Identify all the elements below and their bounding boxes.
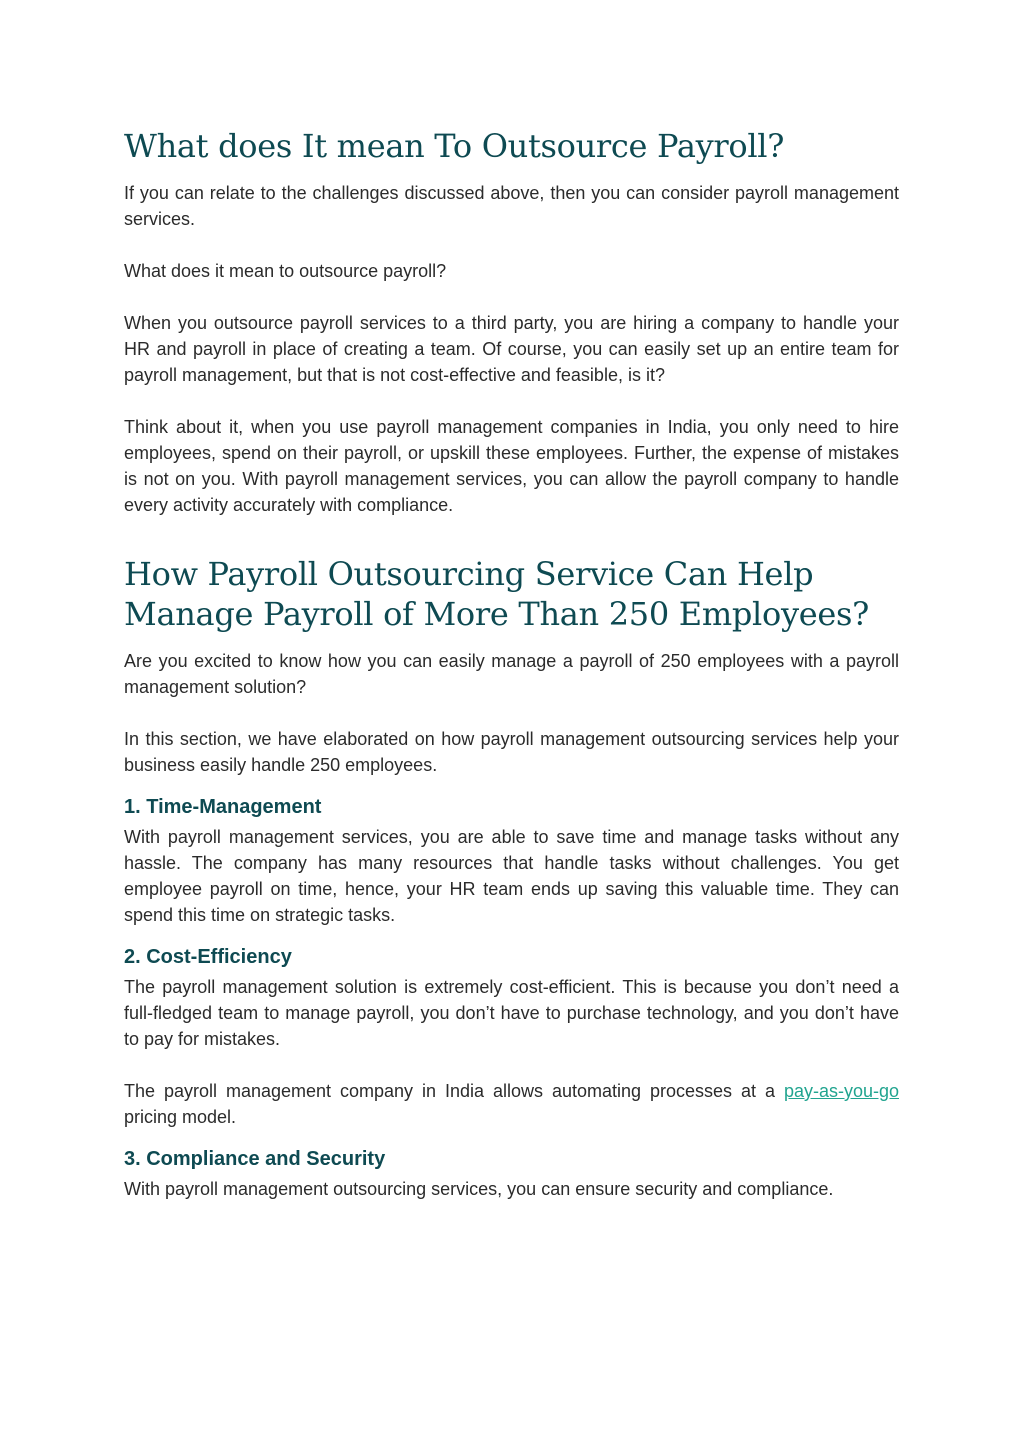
- paragraph-gap: [124, 388, 899, 414]
- paragraph-with-link: [124, 1078, 899, 1130]
- paragraph: In this section, we have elaborated on how payroll management outsourcing services help your business easily handle 250 employees.: [124, 729, 899, 775]
- paragraph-gap: [124, 284, 899, 310]
- paragraph-text: pricing model.: [124, 1107, 237, 1127]
- paragraph: With payroll management outsourcing services, you can ensure security and compliance.: [124, 1179, 834, 1199]
- paragraph-gap: [124, 700, 899, 726]
- subheading-compliance-security: 3. Compliance and Security: [124, 1148, 386, 1170]
- subheading-time-management: 1. Time-Management: [124, 796, 322, 818]
- paragraph: If you can relate to the challenges discussed above, then you can consider payroll management services.: [124, 183, 899, 229]
- document-page: [124, 118, 899, 1202]
- paragraph: Think about it, when you use payroll management companies in India, you only need to hire employees, spend on their payroll, or upskill these employees. Further, the expense of mistakes is not on you. With payroll management services, you can allow the payroll company to handle every activity accurately with compliance.: [124, 417, 899, 515]
- subheading-cost-efficiency: 2. Cost-Efficiency: [124, 946, 292, 968]
- paragraph: When you outsource payroll services to a third party, you are hiring a company to handle your HR and payroll in place of creating a team. Of course, you can easily set up an entire team for payroll management, but that is not cost-effective and feasible, is it?: [124, 313, 899, 385]
- paragraph: With payroll management services, you are able to save time and manage tasks without any hassle. The company has many resources that handle tasks without challenges. You get employee payroll on time, hence, your HR team ends up saving this valuable time. They can spend this time on strategic tasks.: [124, 827, 899, 925]
- paragraph-gap: [124, 232, 899, 258]
- paragraph-text: The payroll management company in India allows automating processes at a: [124, 1081, 784, 1101]
- pay-as-you-go-link[interactable]: pay-as-you-go: [783, 1081, 899, 1101]
- section-heading-250-employees: How Payroll Outsourcing Service Can Help Manage Payroll of More Than 250 Employees?: [124, 555, 869, 633]
- paragraph-gap: [124, 1052, 899, 1078]
- section-heading-outsource-payroll: What does It mean To Outsource Payroll?: [124, 127, 785, 165]
- paragraph: The payroll management solution is extremely cost-efficient. This is because you don’t need a full-fledged team to manage payroll, you don’t have to purchase technology, and you don’t have to pay for mistakes.: [124, 977, 899, 1049]
- paragraph: Are you excited to know how you can easily manage a payroll of 250 employees with a payroll management solution?: [124, 651, 899, 697]
- paragraph: What does it mean to outsource payroll?: [124, 261, 447, 281]
